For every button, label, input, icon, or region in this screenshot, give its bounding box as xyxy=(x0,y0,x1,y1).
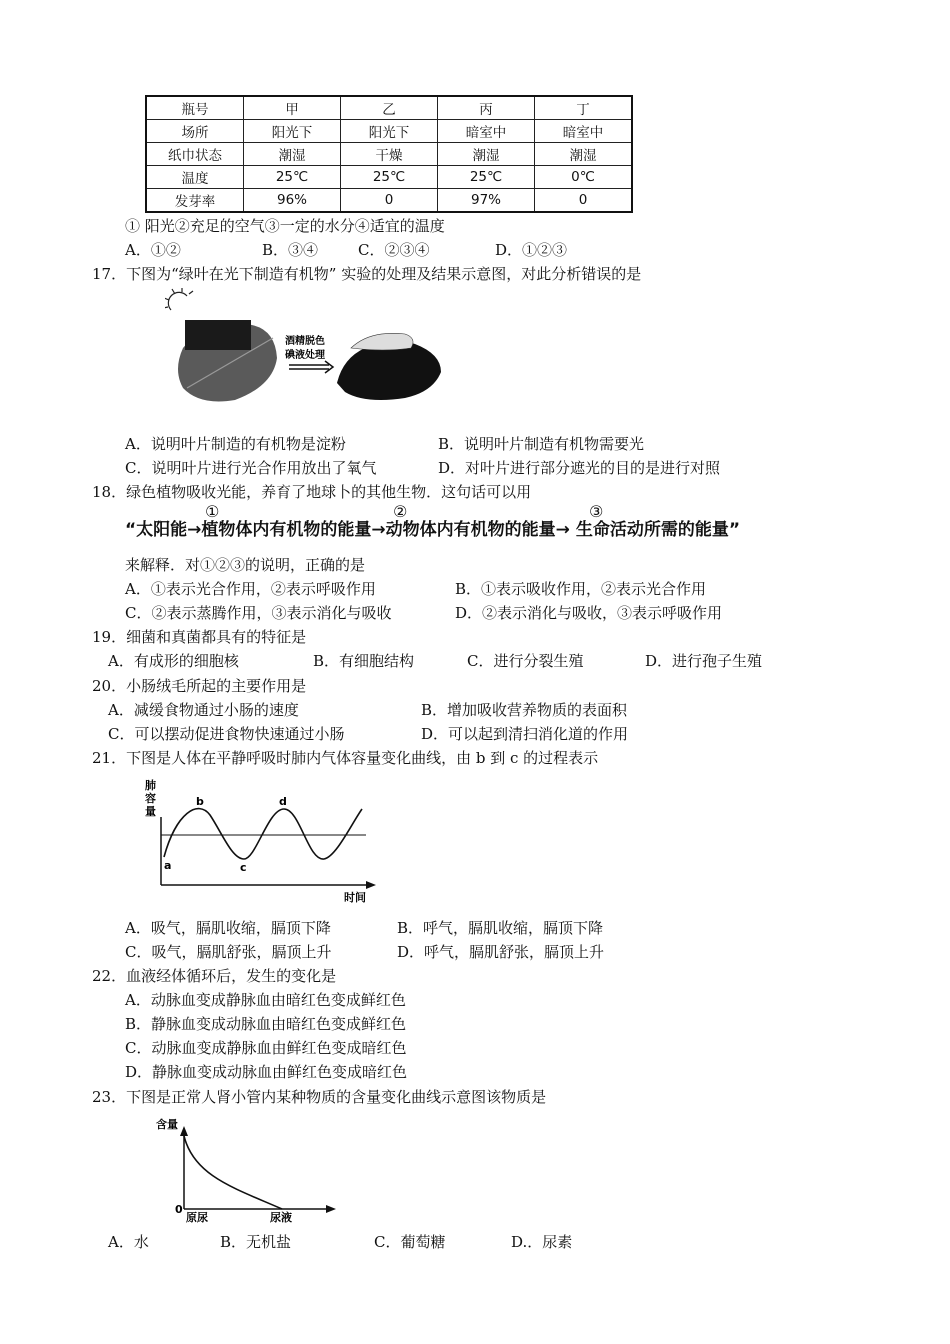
mark-1: ① xyxy=(205,502,220,521)
table-cell: 暗室中 xyxy=(535,120,633,143)
table-cell: 阳光下 xyxy=(244,120,341,143)
table-cell: 潮湿 xyxy=(535,143,633,166)
point-c: c xyxy=(240,861,247,874)
mark-3: ③ xyxy=(589,502,604,521)
q17-option-d: D．对叶片进行部分遮光的目的是进行对照 xyxy=(438,459,721,477)
q21-option-c: C．吸气，膈肌舒张，膈顶上升 xyxy=(125,943,332,961)
y-label-2: 容 xyxy=(145,792,156,805)
point-d: d xyxy=(279,795,287,808)
table-row xyxy=(146,143,632,166)
row-header-cell: 发芽率 xyxy=(146,189,244,213)
q19-stem: 19．细菌和真菌都具有的特征是 xyxy=(92,628,307,646)
q19-option-b: B．有细胞结构 xyxy=(313,652,415,670)
arrow-icon xyxy=(289,361,333,373)
mark-2: ② xyxy=(393,502,408,521)
point-b: b xyxy=(196,795,204,808)
q16-option-a: A．①② xyxy=(125,241,181,259)
row-header-cell: 瓶号 xyxy=(146,96,244,120)
table-cell: 潮湿 xyxy=(438,143,535,166)
q16-option-c: C．②③④ xyxy=(358,241,430,259)
q21-option-a: A．吸气，膈肌收缩，膈顶下降 xyxy=(125,919,331,937)
table-row xyxy=(146,96,632,120)
table-cell: 暗室中 xyxy=(438,120,535,143)
table-row xyxy=(146,166,632,189)
table-cell: 96% xyxy=(244,189,341,213)
table-cell: 25℃ xyxy=(244,166,341,189)
q21-option-b: B．呼气，膈肌收缩，膈顶下降 xyxy=(397,919,604,937)
table-cell: 0 xyxy=(341,189,438,213)
q23-option-d: D.．尿素 xyxy=(511,1233,573,1251)
q18-explain: 来解释．对①②③的说明，正确的是 xyxy=(125,556,366,574)
q19-option-a: A．有成形的细胞核 xyxy=(108,652,239,670)
q17-option-b: B．说明叶片制造有机物需要光 xyxy=(438,435,645,453)
table-row xyxy=(146,189,632,213)
q20-stem: 20．小肠绒毛所起的主要作用是 xyxy=(92,677,307,695)
q18-option-b: B．①表示吸收作用，②表示光合作用 xyxy=(455,580,707,598)
table-cell: 甲 xyxy=(244,96,341,120)
table-cell: 97% xyxy=(438,189,535,213)
q19-option-d: D．进行孢子生殖 xyxy=(645,652,763,670)
process-label-2: 碘液处理 xyxy=(285,350,325,361)
q16-option-d: D．①②③ xyxy=(495,241,568,259)
y-label-1: 肺 xyxy=(145,779,156,792)
q22-option-c: C．动脉血变成静脉血由鲜红色变成暗红色 xyxy=(125,1039,407,1057)
table-cell: 丙 xyxy=(438,96,535,120)
q18-option-d: D．②表示消化与吸收，③表示呼吸作用 xyxy=(455,604,723,622)
y-label-3: 量 xyxy=(145,805,156,818)
q22-option-a: A．动脉血变成静脉血由暗红色变成鲜红色 xyxy=(125,991,406,1009)
table-cell: 阳光下 xyxy=(341,120,438,143)
y-label: 含量 xyxy=(156,1118,178,1131)
q20-option-b: B．增加吸收营养物质的表面积 xyxy=(421,701,628,719)
q18-option-a: A．①表示光合作用，②表示呼吸作用 xyxy=(125,580,376,598)
table-cell: 0 xyxy=(535,189,633,213)
table-cell: 潮湿 xyxy=(244,143,341,166)
q20-option-a: A．减缓食物通过小肠的速度 xyxy=(108,701,299,719)
q17-option-a: A．说明叶片制造的有机物是淀粉 xyxy=(125,435,346,453)
breathing-curve xyxy=(164,809,362,859)
q22-option-b: B．静脉血变成动脉血由暗红色变成鲜红色 xyxy=(125,1015,407,1033)
row-header-cell: 温度 xyxy=(146,166,244,189)
q17-stem: 17．下图为“绿叶在光下制造有机物” 实验的处理及结果示意图，对此分析错误的是 xyxy=(92,265,642,283)
table-cell: 25℃ xyxy=(438,166,535,189)
table-row xyxy=(146,120,632,143)
q20-option-d: D．可以起到清扫消化道的作用 xyxy=(421,725,629,743)
x-label: 时间 xyxy=(344,891,366,904)
q23-option-b: B．无机盐 xyxy=(220,1233,292,1251)
x-end-label: 尿液 xyxy=(270,1211,292,1224)
row-header-cell: 场所 xyxy=(146,120,244,143)
lung-volume-curve xyxy=(140,775,390,905)
x-start-label: 原尿 xyxy=(186,1211,208,1224)
shade-paper xyxy=(185,320,251,350)
q23-option-a: A．水 xyxy=(108,1233,149,1251)
q23-stem: 23．下图是正常人肾小管内某种物质的含量变化曲线示意图该物质是 xyxy=(92,1088,547,1106)
q18-option-c: C．②表示蒸腾作用，③表示消化与吸收 xyxy=(125,604,392,622)
q18-stem: 18．绿色植物吸收光能，养育了地球卜的其他生物．这句话可以用 xyxy=(92,483,532,501)
q22-stem: 22．血液经体循环后，发生的变化是 xyxy=(92,967,337,985)
q22-option-d: D．静脉血变成动脉血由鲜红色变成暗红色 xyxy=(125,1063,408,1081)
q16-option-b: B．③④ xyxy=(262,241,319,259)
seed-germination-table xyxy=(145,95,633,213)
table-cell: 0℃ xyxy=(535,166,633,189)
point-a: a xyxy=(164,859,172,872)
table-cell: 乙 xyxy=(341,96,438,120)
row-header-cell: 纸巾状态 xyxy=(146,143,244,166)
energy-flow-formula: “太阳能→植物体内有机物的能量→动物体内有机物的能量→ 生命活动所需的能量” xyxy=(125,520,740,540)
table-cell: 丁 xyxy=(535,96,633,120)
q17-option-c: C．说明叶片进行光合作用放出了氧气 xyxy=(125,459,377,477)
sun-icon xyxy=(165,288,193,310)
kidney-substance-curve xyxy=(150,1112,340,1227)
q19-option-c: C．进行分裂生殖 xyxy=(467,652,584,670)
q21-option-d: D．呼气，膈肌舒张，膈顶上升 xyxy=(397,943,605,961)
leaf-experiment-figure xyxy=(165,288,455,413)
q16-conditions: ① 阳光②充足的空气③一定的水分④适宜的温度 xyxy=(125,217,445,235)
origin-label: 0 xyxy=(175,1203,183,1216)
q23-option-c: C．葡萄糖 xyxy=(374,1233,446,1251)
content-curve xyxy=(184,1136,282,1209)
q21-stem: 21．下图是人体在平静呼吸时肺内气体容量变化曲线，由 b 到 c 的过程表示 xyxy=(92,749,599,767)
table-cell: 干燥 xyxy=(341,143,438,166)
table-cell: 25℃ xyxy=(341,166,438,189)
q20-option-c: C．可以摆动促进食物快速通过小肠 xyxy=(108,725,345,743)
process-label-1: 酒精脱色 xyxy=(285,336,325,347)
